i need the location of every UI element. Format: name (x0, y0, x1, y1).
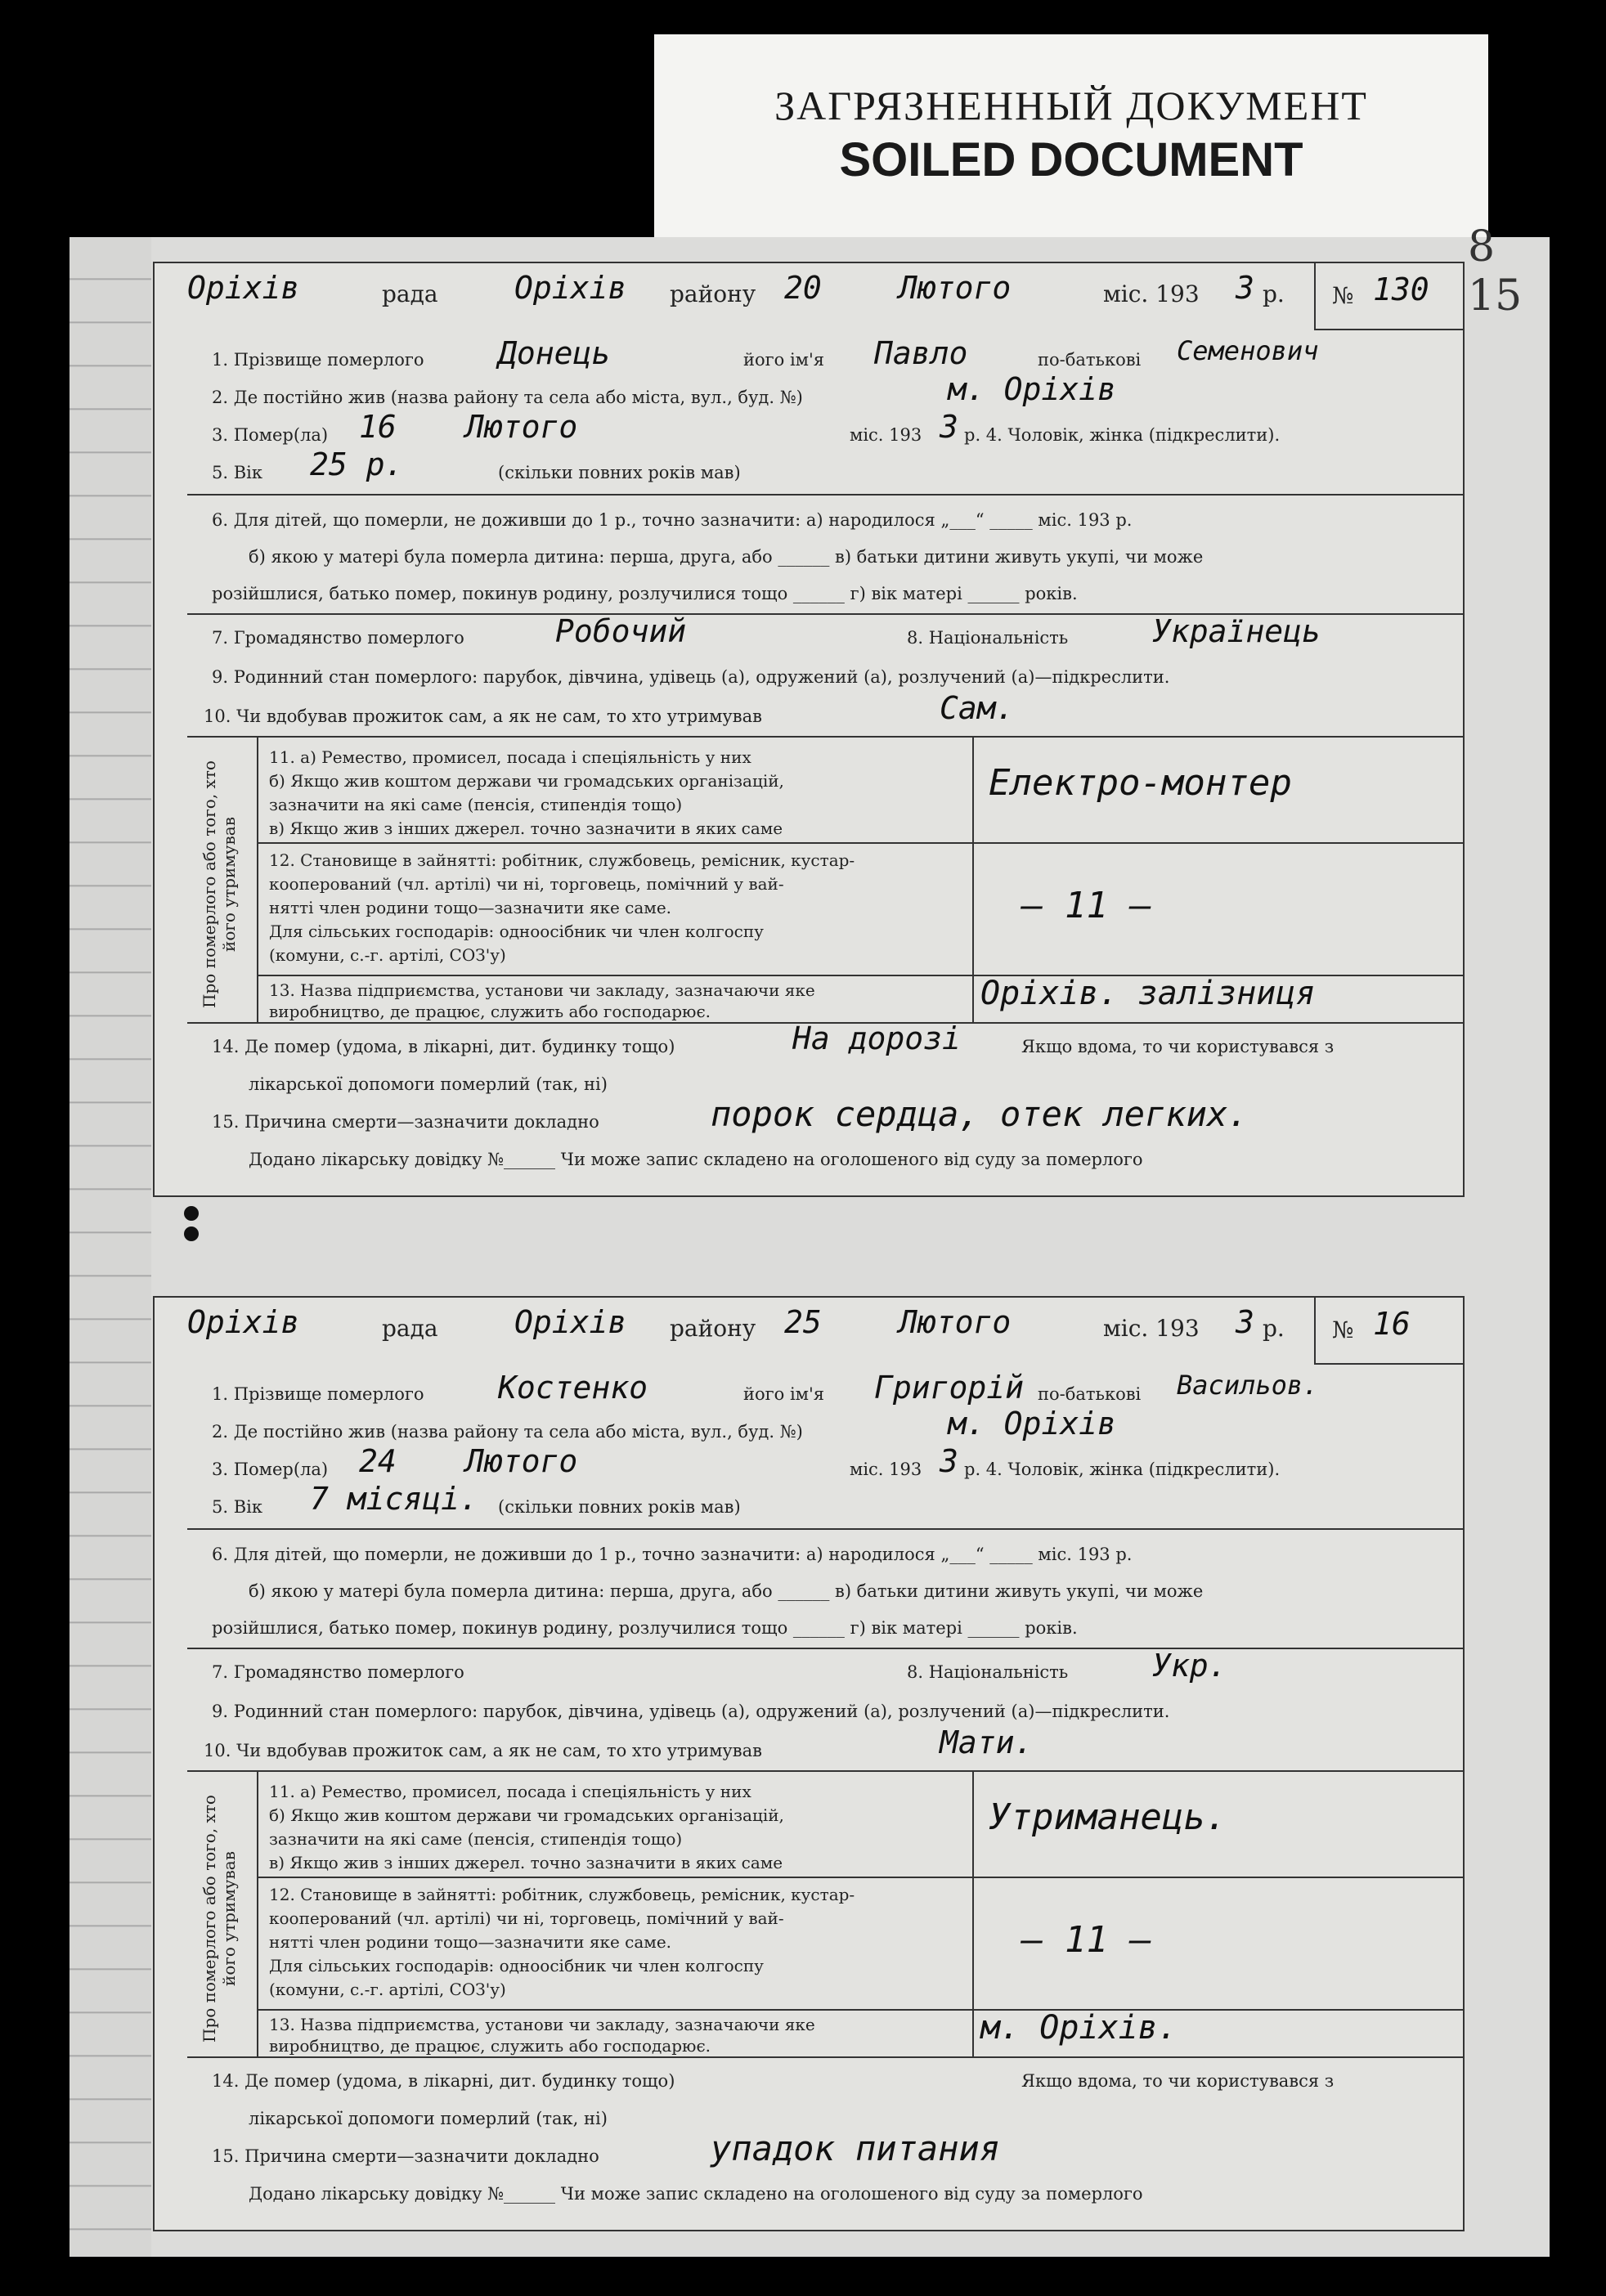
divider (972, 1770, 974, 2056)
death-record-form (153, 262, 1465, 1197)
about-deceased-label: Про померлого або того, хто його утримував (200, 760, 239, 1009)
parents-label: розійшлися, батько помер, покинув родину, розлучилися тощо ______ г) вік матері ______ років. (212, 584, 1078, 603)
occupation-value: Електро-монтер (989, 762, 1292, 804)
workplace-label: 13. Назва підприємства, установи чи закладу, зазначаючи яке виробництво, де працює, служить або господарює. (269, 980, 815, 1021)
age-label: 5. Вік (212, 463, 262, 482)
home-care-label: Якщо вдома, то чи користувався з (1021, 2071, 1335, 2091)
year-digit: 3 (1236, 270, 1254, 306)
rayon-label: району (670, 280, 756, 307)
certificate-label: Додано лікарську довідку №______ Чи може запис складено на оголошеного від суду за померлого (249, 2184, 1143, 2204)
date-day: 25 (784, 1304, 822, 1340)
certificate-label: Додано лікарську довідку №______ Чи може запис складено на оголошеного від суду за померлого (249, 1150, 1143, 1169)
cause-label: 15. Причина смерти—зазначити докладно (212, 2146, 599, 2166)
workplace-value: Оріхів. залізниця (980, 975, 1316, 1012)
age-value: 25 р. (310, 446, 404, 482)
patronymic-value: Семенович (1177, 335, 1319, 366)
year-label: р. (1263, 1315, 1285, 1342)
residence-label: 2. Де постійно жив (назва району та села або міста, вул., буд. №) (212, 1422, 803, 1442)
about-deceased-label: Про померлого або того, хто його утримував (200, 1795, 239, 2043)
name-label: його ім'я (743, 350, 825, 370)
patronymic-label: по-батькові (1038, 1384, 1142, 1404)
month-label: міс. 193 (1103, 280, 1200, 307)
death-month-label: міс. 193 (850, 425, 922, 445)
death-year-digit: 3 (940, 409, 958, 445)
divider (257, 842, 1463, 844)
rada-value: Оріхів (187, 1304, 300, 1340)
divider (257, 1770, 258, 2056)
date-month: Лютого (899, 1304, 1012, 1340)
medical-help-label: лікарської допомоги померлий (так, ні) (249, 1074, 608, 1094)
sex-label: р. 4. Чоловік, жінка (підкреслити). (964, 1460, 1281, 1479)
death-month-value: Лютого (465, 1443, 578, 1479)
month-label: міс. 193 (1103, 1315, 1200, 1342)
name-value: Григорій (874, 1370, 1025, 1406)
parents-label: розійшлися, батько помер, покинув родину, розлучилися тощо ______ г) вік матері ______ років. (212, 1618, 1078, 1638)
name-value: Павло (874, 335, 968, 371)
stamp-text-en: SOILED DOCUMENT (839, 133, 1303, 186)
date-day: 20 (784, 270, 822, 306)
nationality-value: Укр. (1152, 1648, 1227, 1684)
number-label: № (1332, 282, 1354, 309)
residence-value: м. Оріхів (948, 1406, 1116, 1442)
nationality-label: 8. Національність (907, 1662, 1069, 1682)
support-value: Мати. (940, 1724, 1034, 1760)
date-month: Лютого (899, 270, 1012, 306)
punch-hole (184, 1206, 199, 1221)
support-label: 10. Чи вдобував прожиток сам, а як не сам, то хто утримував (204, 1741, 762, 1760)
child-order-label: б) якою у матері була померла дитина: перша, друга, або ______ в) батьки дитини живуть укупі, чи може (249, 1581, 1204, 1601)
rayon-label: району (670, 1315, 756, 1342)
rada-value: Оріхів (187, 270, 300, 306)
workplace-label: 13. Назва підприємства, установи чи закладу, зазначаючи яке виробництво, де працює, служить або господарює. (269, 2015, 815, 2056)
cause-value: упадок питания (711, 2128, 1001, 2168)
death-day-value: 16 (359, 409, 397, 445)
year-digit: 3 (1236, 1304, 1254, 1340)
cause-value: порок сердца, отек легких. (711, 1094, 1249, 1134)
record-number: 130 (1373, 271, 1429, 307)
employment-status-label: 12. Становище в зайнятті: робітник, службовець, ремісник, кустар- кооперований (чл. артілі) чи ні, торговець, помічний у вай- нятті член родини тощо—зазначити яке саме. Для сільських господарів: одноосібник чи член колгоспу (комуни, с.-г. артілі, СОЗ'у) (269, 850, 855, 965)
cause-label: 15. Причина смерти—зазначити докладно (212, 1112, 599, 1132)
year-label: р. (1263, 280, 1285, 307)
patronymic-value: Васильов. (1177, 1370, 1319, 1401)
age-label: 5. Вік (212, 1497, 262, 1517)
residence-value: м. Оріхів (948, 371, 1116, 407)
divider (187, 736, 1463, 738)
divider (187, 1770, 1463, 1772)
patronymic-label: по-батькові (1038, 350, 1142, 370)
divider (187, 494, 1463, 496)
soiled-document-stamp (654, 34, 1488, 243)
death-place-label: 14. Де помер (удома, в лікарні, дит. будинку тощо) (212, 2071, 675, 2091)
death-day-value: 24 (359, 1443, 397, 1479)
death-month-label: міс. 193 (850, 1460, 922, 1479)
punch-hole (184, 1226, 199, 1241)
death-place-value: На дорозі (792, 1020, 961, 1056)
employment-status-value: — 11 — (1021, 1919, 1151, 1961)
residence-label: 2. Де постійно жив (назва району та села або міста, вул., буд. №) (212, 388, 803, 407)
death-date-label: 3. Помер(ла) (212, 1460, 329, 1479)
ledger-strip (70, 237, 151, 2257)
divider (257, 736, 258, 1022)
surname-label: 1. Прізвище померлого (212, 350, 424, 370)
divider (187, 2056, 1463, 2058)
age-note: (скільки повних років мав) (498, 1497, 741, 1517)
medical-help-label: лікарської допомоги померлий (так, ні) (249, 2109, 608, 2128)
death-place-label: 14. Де помер (удома, в лікарні, дит. будинку тощо) (212, 1037, 675, 1056)
divider (187, 1528, 1463, 1530)
age-value: 7 місяці. (310, 1481, 478, 1517)
support-label: 10. Чи вдобував прожиток сам, а як не сам, то хто утримував (204, 706, 762, 726)
stamp-text-ru: ЗАГРЯЗНЕННЫЙ ДОКУМЕНТ (774, 83, 1368, 128)
child-birth-label: 6. Для дітей, що померли, не доживши до 1 р., точно зазначити: а) народилося „___“ _____ міс. 193 р. (212, 1545, 1133, 1564)
death-record-form (153, 1296, 1465, 2231)
citizenship-label: 7. Громадянство померлого (212, 628, 464, 648)
child-order-label: б) якою у матері була померла дитина: перша, друга, або ______ в) батьки дитини живуть укупі, чи може (249, 547, 1204, 567)
divider (257, 2009, 1463, 2011)
record-number: 16 (1373, 1306, 1411, 1342)
employment-status-label: 12. Становище в зайнятті: робітник, службовець, ремісник, кустар- кооперований (чл. артілі) чи ні, торговець, помічний у вай- нятті член родини тощо—зазначити яке саме. Для сільських господарів: одноосібник чи член колгоспу (комуни, с.-г. артілі, СОЗ'у) (269, 1885, 855, 1999)
rada-label: рада (382, 1315, 438, 1342)
age-note: (скільки повних років мав) (498, 463, 741, 482)
workplace-value: м. Оріхів. (980, 2009, 1178, 2047)
surname-label: 1. Прізвище померлого (212, 1384, 424, 1404)
divider (257, 1877, 1463, 1878)
nationality-value: Українець (1152, 613, 1321, 649)
occupation-value: Утриманець. (989, 1796, 1227, 1838)
number-label: № (1332, 1316, 1354, 1343)
home-care-label: Якщо вдома, то чи користувався з (1021, 1037, 1335, 1056)
death-month-value: Лютого (465, 409, 578, 445)
death-year-digit: 3 (940, 1443, 958, 1479)
divider (972, 736, 974, 1022)
death-date-label: 3. Помер(ла) (212, 425, 329, 445)
child-birth-label: 6. Для дітей, що померли, не доживши до 1 р., точно зазначити: а) народилося „___“ _____ міс. 193 р. (212, 510, 1133, 530)
page-number: 8 15 (1468, 222, 1523, 321)
support-value: Сам. (940, 690, 1015, 726)
sex-label: р. 4. Чоловік, жінка (підкреслити). (964, 425, 1281, 445)
record-number-box (1314, 1298, 1463, 1365)
marital-label: 9. Родинний стан померлого: парубок, дівчина, удівець (а), одружений (а), розлучений (а)—підкреслити. (212, 667, 1170, 687)
citizenship-value: Робочий (555, 613, 687, 649)
rada-label: рада (382, 280, 438, 307)
name-label: його ім'я (743, 1384, 825, 1404)
rayon-value: Оріхів (514, 270, 627, 306)
nationality-label: 8. Національність (907, 628, 1069, 648)
record-number-box (1314, 263, 1463, 330)
surname-value: Донець (498, 335, 611, 371)
rayon-value: Оріхів (514, 1304, 627, 1340)
employment-status-value: — 11 — (1021, 885, 1151, 926)
occupation-label: 11. а) Ремество, промисел, посада і спеціяльність у них б) Якщо жив коштом держави чи громадських організацій, зазначити на які саме (пенсія, стипендія тощо) в) Якщо жив з інших джерел. точно зазначити в яких саме (269, 747, 784, 838)
divider (187, 1648, 1463, 1649)
marital-label: 9. Родинний стан померлого: парубок, дівчина, удівець (а), одружений (а), розлучений (а)—підкреслити. (212, 1702, 1170, 1721)
surname-value: Костенко (498, 1370, 648, 1406)
citizenship-label: 7. Громадянство померлого (212, 1662, 464, 1682)
occupation-label: 11. а) Ремество, промисел, посада і спеціяльність у них б) Якщо жив коштом держави чи громадських організацій, зазначити на які саме (пенсія, стипендія тощо) в) Якщо жив з інших джерел. точно зазначити в яких саме (269, 1782, 784, 1872)
